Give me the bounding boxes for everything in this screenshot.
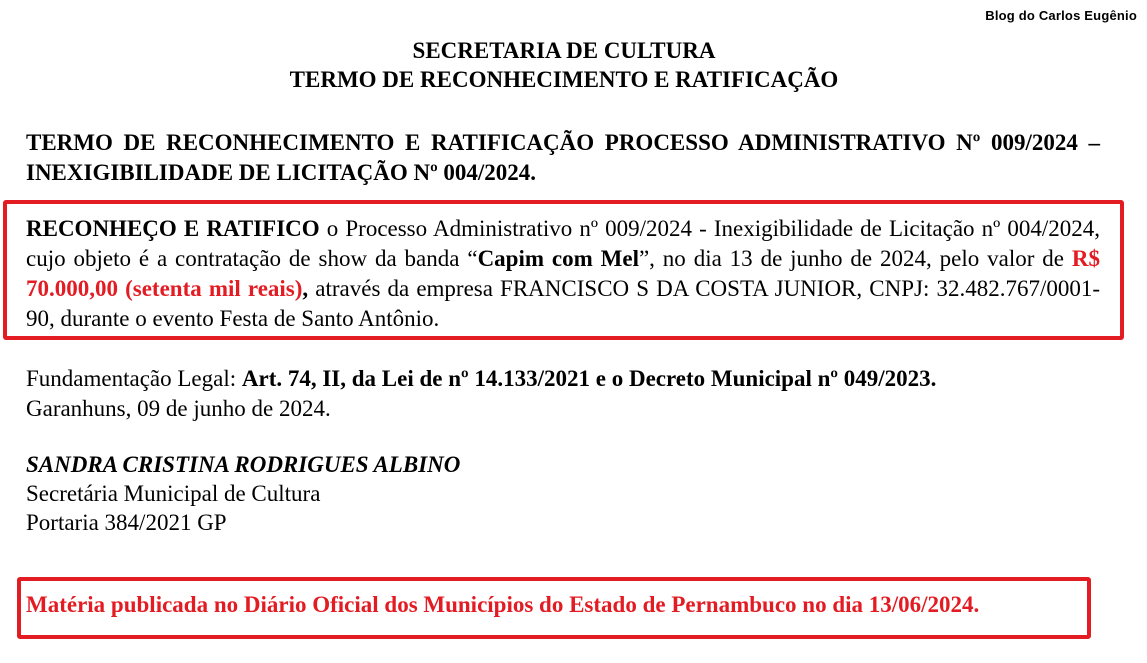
ratification-text-3: através da empresa FRANCISCO S DA COSTA JUNIOR, CNPJ: 32.482.767/0001-90, durante o evento Festa de Santo Antônio. [26, 276, 1100, 331]
signature-block [26, 450, 460, 537]
signer-name: SANDRA CRISTINA RODRIGUES ALBINO [26, 452, 461, 477]
legal-basis-text: Art. 74, II, da Lei de nº 14.133/2021 e o Decreto Municipal nº 049/2023. [241, 366, 937, 391]
blog-watermark: Blog do Carlos Eugênio [985, 8, 1137, 23]
document-subject: TERMO DE RECONHECIMENTO E RATIFICAÇÃO PROCESSO ADMINISTRATIVO Nº 009/2024 – INEXIGIBILIDADE DE LICITAÇÃO Nº 004/2024. [26, 130, 1100, 185]
ratification-text-2: ”, no dia 13 de junho de 2024, pelo valor de [638, 246, 1072, 271]
place-date: Garanhuns, 09 de junho de 2024. [26, 396, 331, 421]
document-title: TERMO DE RECONHECIMENTO E RATIFICAÇÃO [289, 67, 839, 92]
ratification-paragraph [26, 214, 1100, 334]
legal-basis-label: Fundamentação Legal: [26, 366, 242, 391]
band-name: Capim com Mel [477, 246, 639, 271]
department-title: SECRETARIA DE CULTURA [412, 38, 716, 63]
legal-basis-section [26, 364, 1106, 424]
ratification-lead: RECONHEÇO E RATIFICO [26, 216, 320, 241]
legal-basis-line [26, 364, 1106, 394]
contract-amount: R$ 70.000,00 (setenta mil reais) [26, 246, 1100, 301]
signer-ordinance: Portaria 384/2021 GP [26, 510, 227, 535]
document-header [0, 36, 1128, 94]
ratification-text-1: o Processo Administrativo nº 009/2024 - Inexigibilidade de Licitação nº 004/2024, cujo objeto é a contratação de show da banda “ [26, 216, 1101, 271]
amount-comma: , [302, 276, 309, 301]
publication-note: Matéria publicada no Diário Oficial dos Municípios do Estado de Pernambuco no dia 13/06/2024. [26, 592, 980, 617]
signer-role: Secretária Municipal de Cultura [26, 481, 321, 506]
